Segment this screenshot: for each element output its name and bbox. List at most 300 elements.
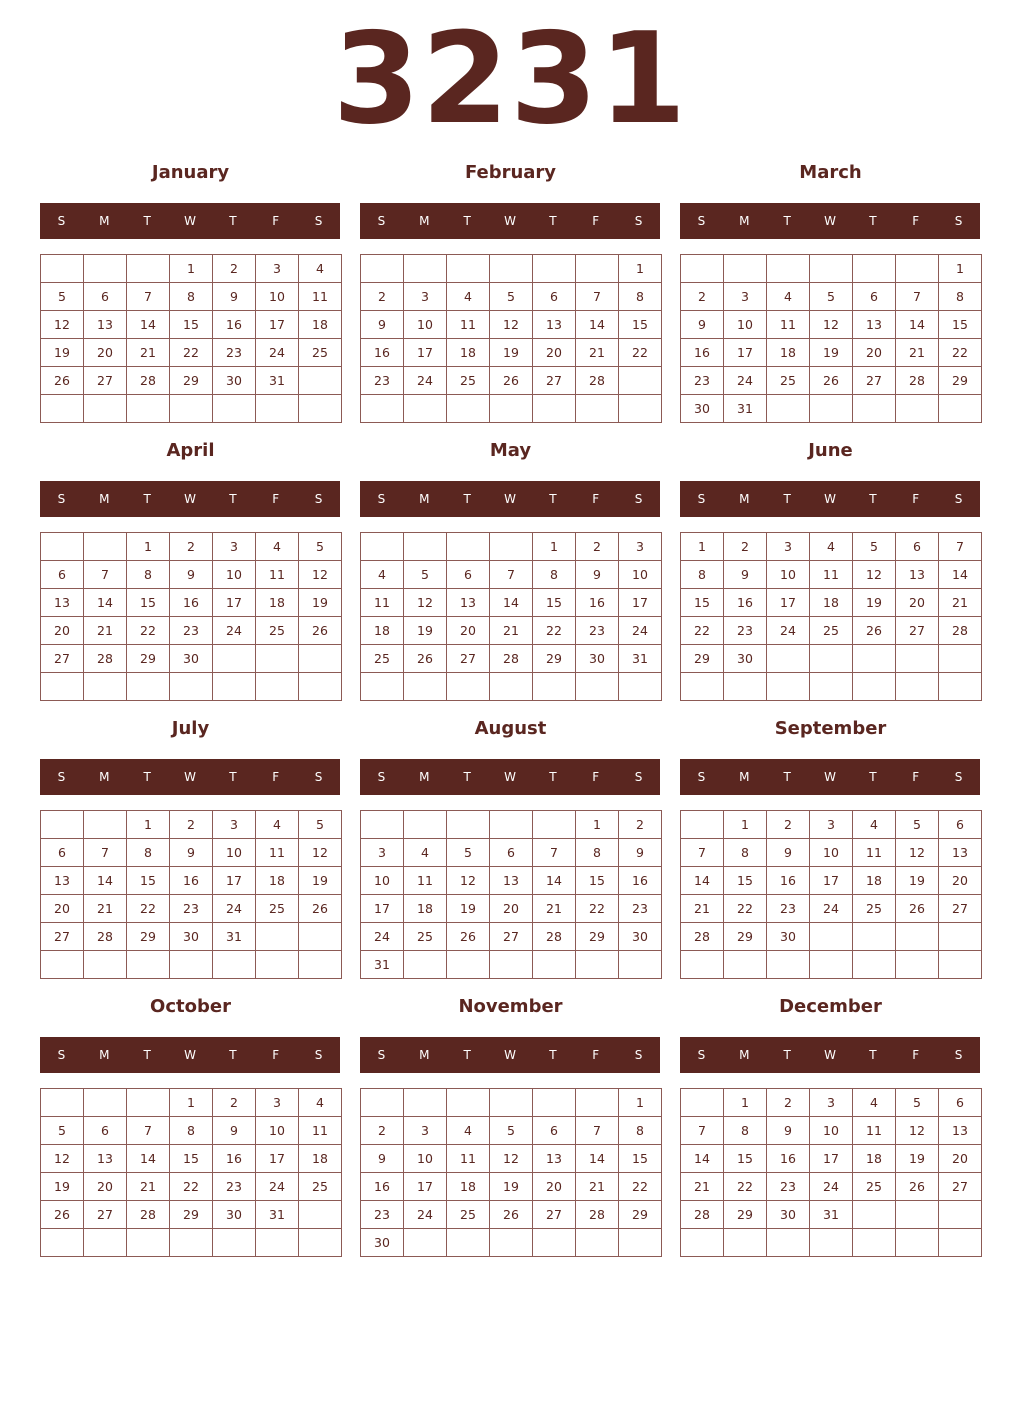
weekday-label: W [184,1048,196,1062]
day-cell: 22 [127,617,170,645]
empty-cell [41,811,84,839]
day-cell: 25 [853,895,896,923]
day-cell: 14 [576,311,619,339]
day-cell: 24 [767,617,810,645]
empty-cell [810,673,853,701]
week-row [41,867,342,895]
day-cell: 24 [619,617,662,645]
weekday-label: T [463,770,471,784]
empty-cell [853,1229,896,1257]
empty-cell [490,1229,533,1257]
empty-cell [404,255,447,283]
day-cell: 19 [404,617,447,645]
empty-cell [404,1089,447,1117]
weekday-label: T [869,1048,877,1062]
day-cell: 11 [361,589,404,617]
week-row [681,395,982,423]
empty-cell [404,673,447,701]
empty-cell [681,951,724,979]
day-cell: 30 [170,923,213,951]
weekday-label: S [377,770,386,784]
empty-cell [619,673,662,701]
day-cell: 8 [533,561,576,589]
day-cell: 31 [361,951,404,979]
day-cell: 24 [256,339,299,367]
week-row [41,311,342,339]
empty-cell [896,1201,939,1229]
day-cell: 16 [576,589,619,617]
weekday-label: W [504,492,516,506]
day-cell: 12 [447,867,490,895]
day-cell: 23 [576,617,619,645]
weekday-label: M [419,492,430,506]
day-cell: 25 [810,617,853,645]
day-cell: 14 [127,311,170,339]
empty-cell [361,673,404,701]
day-cell: 11 [256,839,299,867]
weekday-label: M [99,492,110,506]
weekday-label: M [419,770,430,784]
empty-cell [447,951,490,979]
weekday-label: S [954,214,963,228]
week-row [681,1173,982,1201]
day-cell: 19 [41,1173,84,1201]
day-grid [360,254,662,423]
day-cell: 7 [84,561,127,589]
day-cell: 28 [533,923,576,951]
day-grid [680,810,982,979]
day-cell: 1 [619,255,662,283]
day-grid [680,532,982,701]
week-row [41,367,342,395]
empty-cell [939,951,982,979]
day-cell: 16 [681,339,724,367]
empty-cell [490,673,533,701]
day-cell: 22 [681,617,724,645]
empty-cell [447,811,490,839]
day-cell: 20 [533,339,576,367]
day-cell: 22 [619,1173,662,1201]
day-cell: 7 [84,839,127,867]
weekday-label: S [634,770,643,784]
day-cell: 6 [84,283,127,311]
empty-cell [170,951,213,979]
empty-cell [361,1089,404,1117]
weekday-label: S [314,492,323,506]
day-cell: 11 [404,867,447,895]
day-cell: 18 [853,867,896,895]
day-cell: 12 [299,561,342,589]
empty-cell [404,1229,447,1257]
day-cell: 2 [361,1117,404,1145]
day-cell: 22 [619,339,662,367]
day-cell: 12 [41,311,84,339]
day-cell: 29 [170,367,213,395]
weekday-label: S [57,770,66,784]
day-cell: 24 [810,1173,853,1201]
week-row [361,1145,662,1173]
day-cell: 12 [490,311,533,339]
day-cell: 27 [447,645,490,673]
day-cell: 15 [127,589,170,617]
day-cell: 23 [767,1173,810,1201]
day-cell: 31 [810,1201,853,1229]
day-grid [40,532,342,701]
day-cell: 10 [724,311,767,339]
day-cell: 28 [939,617,982,645]
day-cell: 22 [576,895,619,923]
empty-cell [767,673,810,701]
empty-cell [681,1229,724,1257]
day-cell: 10 [256,283,299,311]
weekday-label: W [824,492,836,506]
day-cell: 14 [896,311,939,339]
empty-cell [767,645,810,673]
day-cell: 11 [299,283,342,311]
week-row [41,617,342,645]
day-cell: 15 [127,867,170,895]
day-cell: 5 [404,561,447,589]
week-row [41,1117,342,1145]
empty-cell [576,1089,619,1117]
day-cell: 17 [256,1145,299,1173]
empty-cell [361,811,404,839]
day-cell: 28 [896,367,939,395]
day-grid [40,254,342,423]
weekday-header [680,759,980,795]
week-row [681,839,982,867]
empty-cell [213,1229,256,1257]
day-cell: 6 [939,1089,982,1117]
day-cell: 19 [896,1145,939,1173]
day-cell: 19 [896,867,939,895]
empty-cell [619,367,662,395]
day-cell: 10 [361,867,404,895]
day-cell: 8 [619,1117,662,1145]
empty-cell [127,951,170,979]
month-title: September [774,718,887,739]
day-cell: 13 [939,1117,982,1145]
day-cell: 20 [41,617,84,645]
empty-cell [127,395,170,423]
empty-cell [853,673,896,701]
empty-cell [939,395,982,423]
day-cell: 1 [939,255,982,283]
day-cell: 14 [490,589,533,617]
empty-cell [939,673,982,701]
day-cell: 21 [490,617,533,645]
empty-cell [127,255,170,283]
weekday-label: F [592,214,600,228]
weekday-label: T [549,214,557,228]
empty-cell [810,1229,853,1257]
empty-cell [127,1089,170,1117]
day-cell: 16 [170,589,213,617]
empty-cell [724,673,767,701]
day-cell: 23 [767,895,810,923]
day-cell: 26 [896,895,939,923]
day-cell: 20 [853,339,896,367]
day-cell: 13 [41,867,84,895]
day-cell: 1 [576,811,619,839]
week-row [361,1117,662,1145]
month-title: August [474,718,547,739]
empty-cell [170,395,213,423]
day-grid [360,1088,662,1257]
empty-cell [84,673,127,701]
day-cell: 27 [533,1201,576,1229]
day-cell: 14 [681,867,724,895]
empty-cell [896,255,939,283]
day-cell: 23 [619,895,662,923]
day-cell: 18 [361,617,404,645]
day-cell: 17 [404,1173,447,1201]
empty-cell [447,1089,490,1117]
empty-cell [447,673,490,701]
day-cell: 17 [767,589,810,617]
day-cell: 1 [170,1089,213,1117]
week-row [41,1089,342,1117]
week-row [41,255,342,283]
day-cell: 9 [170,561,213,589]
day-cell: 13 [447,589,490,617]
day-cell: 18 [447,339,490,367]
day-cell: 17 [256,311,299,339]
day-cell: 13 [84,1145,127,1173]
day-cell: 6 [447,561,490,589]
day-cell: 28 [576,367,619,395]
empty-cell [896,1229,939,1257]
day-cell: 14 [939,561,982,589]
day-cell: 28 [84,645,127,673]
day-cell: 26 [41,367,84,395]
week-row [41,895,342,923]
day-cell: 8 [681,561,724,589]
week-row [41,923,342,951]
day-cell: 27 [84,367,127,395]
day-cell: 8 [939,283,982,311]
weekday-label: S [954,492,963,506]
day-cell: 30 [576,645,619,673]
weekday-label: W [824,770,836,784]
weekday-label: W [504,214,516,228]
empty-cell [681,1089,724,1117]
day-cell: 3 [256,1089,299,1117]
day-cell: 8 [170,1117,213,1145]
day-cell: 6 [84,1117,127,1145]
day-cell: 10 [404,311,447,339]
weekday-label: T [229,770,237,784]
day-cell: 25 [447,1201,490,1229]
day-cell: 25 [361,645,404,673]
weekday-label: T [783,1048,791,1062]
day-cell: 17 [810,1145,853,1173]
day-cell: 19 [299,867,342,895]
day-cell: 21 [681,1173,724,1201]
day-cell: 9 [361,311,404,339]
day-cell: 21 [84,895,127,923]
empty-cell [170,673,213,701]
day-cell: 3 [404,283,447,311]
empty-cell [810,951,853,979]
day-cell: 22 [127,895,170,923]
day-cell: 14 [576,1145,619,1173]
week-row [681,1201,982,1229]
weekday-label: S [634,1048,643,1062]
weekday-label: F [272,492,280,506]
weekday-label: F [272,214,280,228]
day-cell: 16 [767,1145,810,1173]
day-cell: 2 [213,255,256,283]
day-cell: 18 [404,895,447,923]
week-row [361,589,662,617]
weekday-label: S [314,770,323,784]
week-row [361,1201,662,1229]
empty-cell [213,673,256,701]
day-cell: 27 [84,1201,127,1229]
day-cell: 3 [810,811,853,839]
empty-cell [490,951,533,979]
day-cell: 21 [84,617,127,645]
empty-cell [256,395,299,423]
empty-cell [41,1089,84,1117]
day-cell: 7 [681,839,724,867]
day-cell: 28 [84,923,127,951]
day-cell: 3 [810,1089,853,1117]
weekday-label: W [504,1048,516,1062]
day-cell: 30 [767,1201,810,1229]
day-cell: 2 [170,533,213,561]
empty-cell [299,923,342,951]
weekday-header [360,1037,660,1073]
day-cell: 21 [939,589,982,617]
empty-cell [533,255,576,283]
weekday-label: M [99,770,110,784]
day-cell: 28 [127,1201,170,1229]
day-cell: 2 [619,811,662,839]
day-cell: 3 [213,811,256,839]
day-cell: 18 [256,589,299,617]
weekday-label: S [377,1048,386,1062]
weekday-label: T [869,770,877,784]
empty-cell [724,255,767,283]
empty-cell [939,1229,982,1257]
day-cell: 25 [404,923,447,951]
day-cell: 2 [170,811,213,839]
weekday-label: M [739,492,750,506]
weekday-label: M [739,1048,750,1062]
day-cell: 26 [490,367,533,395]
day-cell: 2 [576,533,619,561]
empty-cell [939,923,982,951]
day-cell: 30 [170,645,213,673]
weekday-label: S [697,1048,706,1062]
day-cell: 6 [939,811,982,839]
weekday-label: S [57,492,66,506]
day-cell: 29 [939,367,982,395]
day-cell: 18 [299,1145,342,1173]
day-cell: 26 [810,367,853,395]
day-cell: 10 [213,839,256,867]
weekday-label: T [549,492,557,506]
empty-cell [490,811,533,839]
day-cell: 24 [724,367,767,395]
empty-cell [533,951,576,979]
day-cell: 9 [576,561,619,589]
weekday-header [680,203,980,239]
day-cell: 13 [896,561,939,589]
empty-cell [256,923,299,951]
day-cell: 20 [447,617,490,645]
day-cell: 7 [127,283,170,311]
day-cell: 20 [939,867,982,895]
empty-cell [361,395,404,423]
day-cell: 7 [490,561,533,589]
day-cell: 18 [853,1145,896,1173]
day-cell: 13 [939,839,982,867]
weekday-label: T [463,492,471,506]
empty-cell [84,533,127,561]
week-row [361,1089,662,1117]
empty-cell [681,673,724,701]
day-cell: 7 [939,533,982,561]
day-cell: 26 [299,617,342,645]
day-cell: 13 [533,1145,576,1173]
day-cell: 20 [896,589,939,617]
day-cell: 15 [681,589,724,617]
day-cell: 18 [256,867,299,895]
empty-cell [84,1089,127,1117]
day-cell: 15 [576,867,619,895]
empty-cell [41,255,84,283]
day-cell: 28 [681,1201,724,1229]
empty-cell [490,533,533,561]
day-grid [680,254,982,423]
empty-cell [127,673,170,701]
day-cell: 30 [361,1229,404,1257]
day-cell: 13 [84,311,127,339]
day-cell: 21 [681,895,724,923]
day-cell: 23 [681,367,724,395]
week-row [361,951,662,979]
day-cell: 14 [681,1145,724,1173]
day-cell: 8 [576,839,619,867]
day-cell: 15 [619,311,662,339]
empty-cell [767,255,810,283]
day-cell: 9 [213,283,256,311]
day-grid [680,1088,982,1257]
weekday-label: M [99,1048,110,1062]
empty-cell [724,1229,767,1257]
day-cell: 20 [939,1145,982,1173]
day-cell: 16 [170,867,213,895]
day-cell: 25 [256,895,299,923]
day-cell: 6 [41,561,84,589]
day-cell: 31 [724,395,767,423]
weekday-header [360,481,660,517]
weekday-header [680,1037,980,1073]
weekday-label: S [314,1048,323,1062]
weekday-label: T [549,770,557,784]
day-cell: 5 [299,811,342,839]
week-row [41,645,342,673]
day-cell: 17 [724,339,767,367]
day-cell: 12 [404,589,447,617]
week-row [681,589,982,617]
empty-cell [299,645,342,673]
empty-cell [361,533,404,561]
day-cell: 5 [41,283,84,311]
